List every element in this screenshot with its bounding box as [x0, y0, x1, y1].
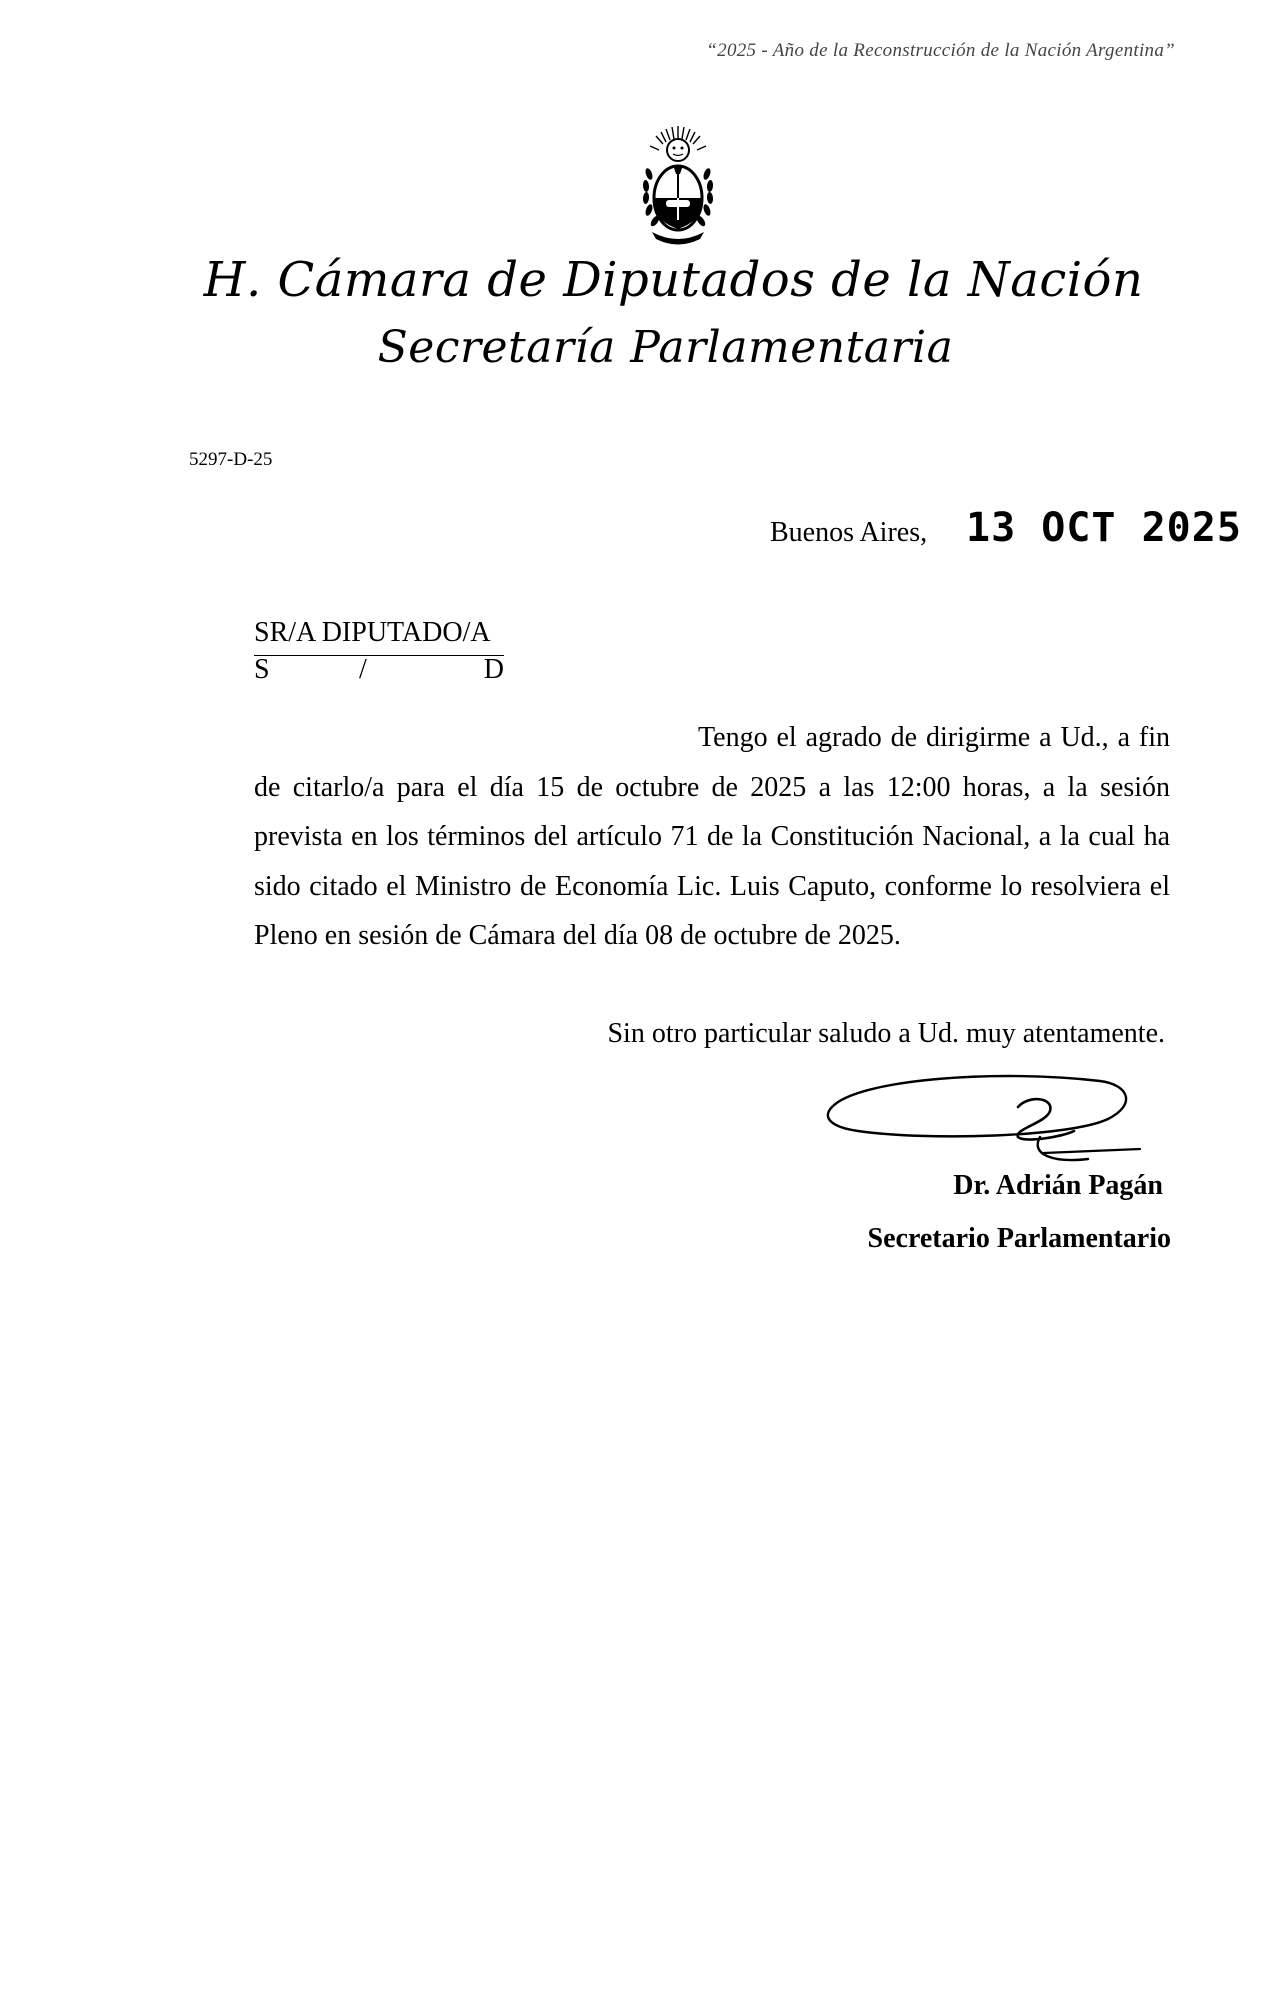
signer-title: Secretario Parlamentario [867, 1223, 1171, 1254]
department-name: Secretaría Parlamentaria [377, 322, 954, 373]
recipient-slash: / [359, 654, 367, 685]
institution-name: H. Cámara de Diputados de la Nación [203, 252, 1144, 308]
closing-line: Sin otro particular saludo a Ud. muy atentamente. [607, 1018, 1165, 1049]
signer-name: Dr. Adrián Pagán [953, 1170, 1163, 1201]
recipient-line: SR/A DIPUTADO/A [254, 617, 491, 648]
body-paragraph: Tengo el agrado de dirigirme a Ud., a fin de citarlo/a para el día 15 de octubre de 2025 a las 12:00 horas, a la sesión prevista en los términos del artículo 71 de la Constitución Nacional, a la cual ha sido citado el Ministro de Economía Lic. Luis Caputo, conforme lo resolviera el Pleno en sesión de Cámara del día 08 de octubre de 2025. [254, 722, 1170, 952]
recipient-d: D [483, 654, 504, 685]
handwritten-signature [818, 1067, 1148, 1177]
date-stamp: 13 OCT 2025 [966, 505, 1242, 551]
recipient-s: S [254, 654, 270, 685]
coat-of-arms-icon [638, 124, 718, 249]
document-number: 5297-D-25 [189, 449, 273, 470]
header-motto: “2025 - Año de la Reconstrucción de la Nación Argentina” [706, 40, 1175, 61]
place-label: Buenos Aires, [770, 517, 928, 548]
recipient-sd [254, 654, 504, 685]
